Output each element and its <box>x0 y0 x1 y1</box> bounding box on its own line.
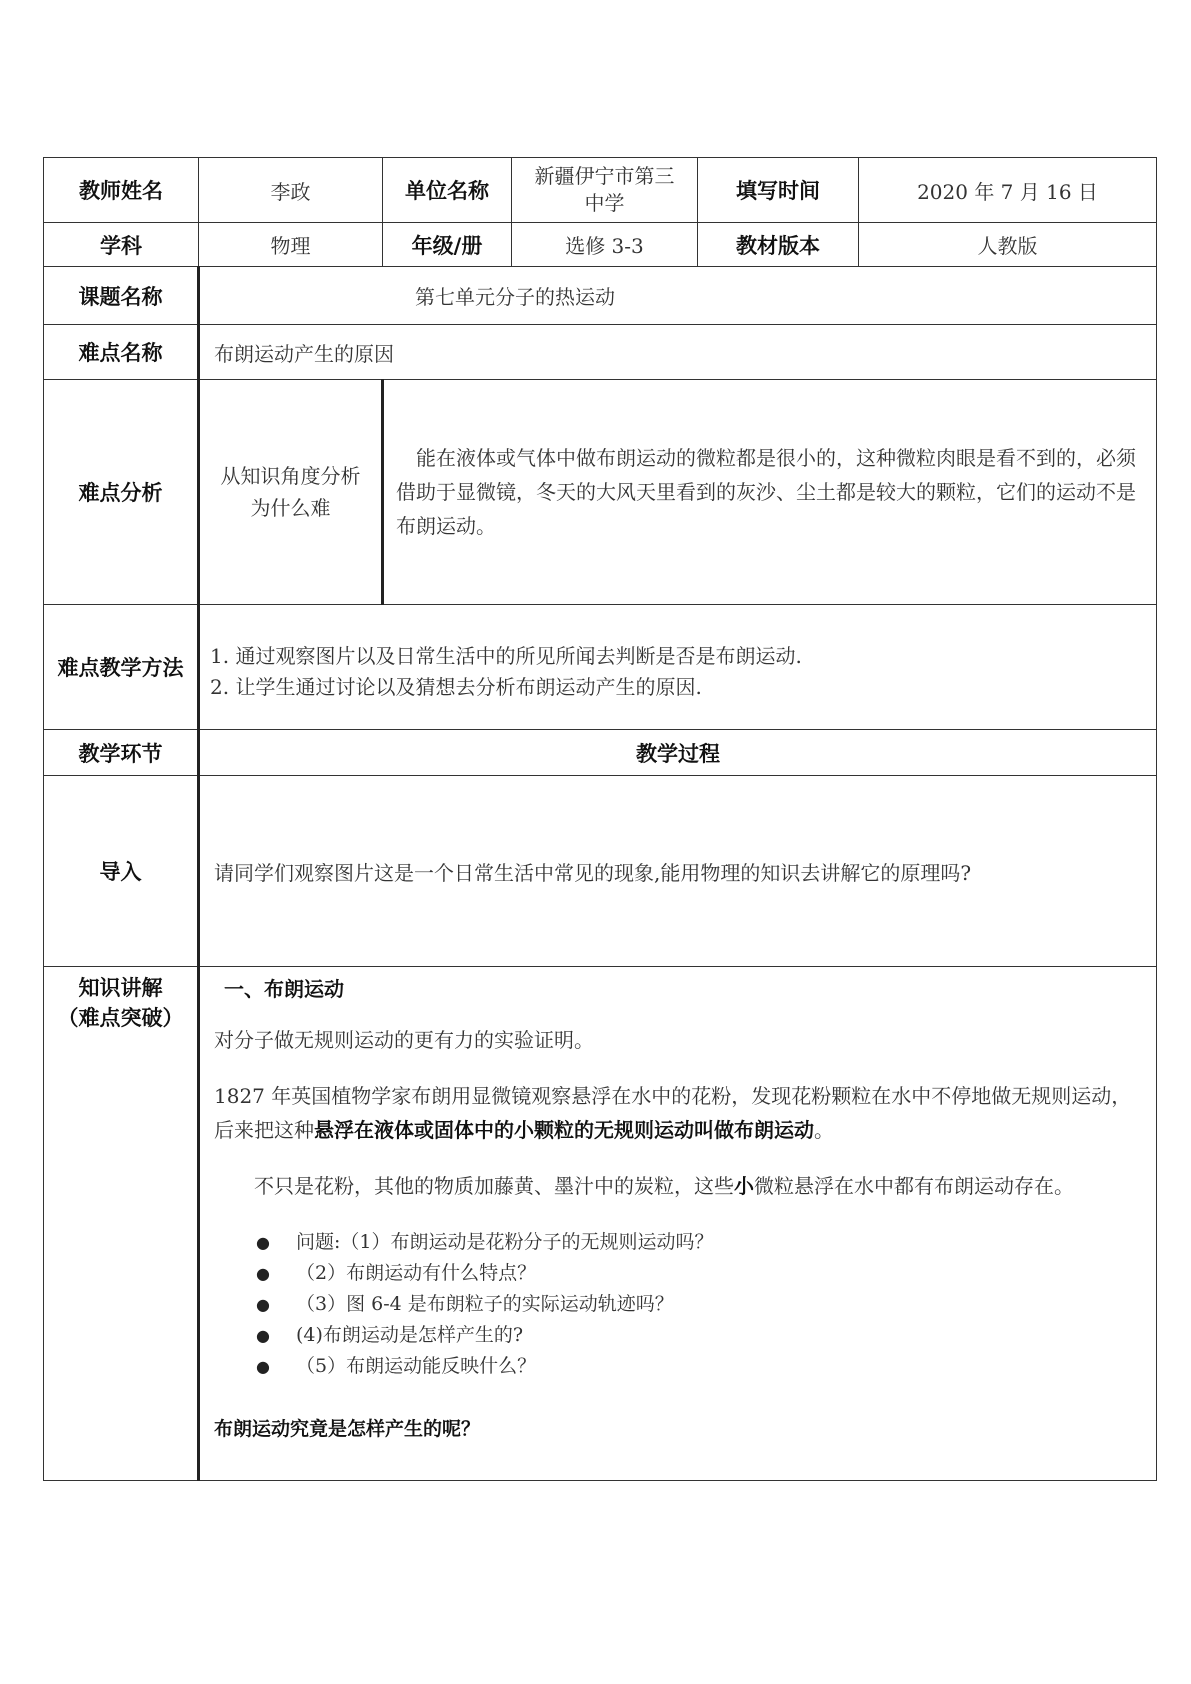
analysis-label: 难点分析 <box>44 380 199 605</box>
method-item: 2. 让学生通过讨论以及猜想去分析布朗运动产生的原因. <box>210 675 702 699</box>
list-item <box>256 1351 1138 1382</box>
date-label: 填写时间 <box>698 158 859 223</box>
method-label: 难点教学方法 <box>44 605 199 730</box>
date-value: 2020 年 7 月 16 日 <box>859 158 1157 223</box>
p3-suffix: 微粒悬浮在水中都有布朗运动存在。 <box>754 1174 1074 1198</box>
bullet-icon: ● <box>256 1233 270 1252</box>
bullet-icon: ● <box>256 1295 270 1314</box>
bullet-icon: ● <box>256 1357 270 1376</box>
question-text: （2）布朗运动有什么特点？ <box>296 1262 537 1284</box>
list-item <box>256 1320 1138 1351</box>
brownian-definition: 悬浮在液体或固体中的小颗粒的无规则运动叫做布朗运动 <box>314 1118 814 1142</box>
grade-value: 选修 3-3 <box>512 223 698 267</box>
intro-label: 导入 <box>44 776 199 967</box>
edition-value: 人教版 <box>859 223 1157 267</box>
difficulty-value: 布朗运动产生的原因 <box>199 325 1157 380</box>
knowledge-p1: 对分子做无规则运动的更有力的实验证明。 <box>214 1028 594 1052</box>
knowledge-label-line2: （难点突破） <box>57 1006 184 1030</box>
knowledge-label <box>44 967 199 1481</box>
p3-bold: 小 <box>734 1174 754 1198</box>
question-text: 问题:（1）布朗运动是花粉分子的无规则运动吗？ <box>296 1231 714 1253</box>
knowledge-p3 <box>214 1169 1138 1203</box>
list-item <box>256 1289 1138 1320</box>
edition-label: 教材版本 <box>698 223 859 267</box>
question-list <box>214 1227 1138 1382</box>
p3-text: 不只是花粉，其他的物质加藤黄、墨汁中的炭粒，这些 <box>254 1174 734 1198</box>
bullet-icon: ● <box>256 1326 270 1345</box>
grade-label: 年级/册 <box>383 223 512 267</box>
topic-label: 课题名称 <box>44 267 199 325</box>
unit-label: 单位名称 <box>383 158 512 223</box>
list-item <box>256 1258 1138 1289</box>
method-item: 1. 通过观察图片以及日常生活中的所见所闻去判断是否是布朗运动. <box>210 644 802 668</box>
analysis-text: 能在液体或气体中做布朗运动的微粒都是很小的，这种微粒肉眼是看不到的，必须借助于显微镜，冬天的大风天里看到的灰沙、尘土都是较大的颗粒，它们的运动不是布朗运动。 <box>383 380 1157 605</box>
knowledge-label-line1: 知识讲解 <box>78 976 163 1000</box>
p2-suffix: 。 <box>814 1118 834 1142</box>
knowledge-p2 <box>214 1079 1138 1147</box>
list-item <box>256 1227 1138 1258</box>
topic-value: 第七单元分子的热运动 <box>199 267 1157 325</box>
knowledge-content <box>199 967 1157 1481</box>
method-list <box>199 605 1157 730</box>
analysis-sub-label: 从知识角度分析为什么难 <box>199 380 383 605</box>
process-label: 教学环节 <box>44 730 199 776</box>
teacher-label: 教师姓名 <box>44 158 199 223</box>
question-text: (4)布朗运动是怎样产生的? <box>296 1324 524 1346</box>
bullet-icon: ● <box>256 1264 270 1283</box>
lesson-plan-table <box>43 157 1157 1481</box>
process-title: 教学过程 <box>199 730 1157 776</box>
closing-question: 布朗运动究竟是怎样产生的呢？ <box>214 1418 481 1440</box>
subject-value: 物理 <box>199 223 383 267</box>
intro-text: 请同学们观察图片这是一个日常生活中常见的现象,能用物理的知识去讲解它的原理吗? <box>199 776 1157 967</box>
knowledge-heading: 一、布朗运动 <box>224 977 344 1001</box>
question-text: （3）图 6-4 是布朗粒子的实际运动轨迹吗？ <box>296 1293 674 1315</box>
subject-label: 学科 <box>44 223 199 267</box>
difficulty-label: 难点名称 <box>44 325 199 380</box>
unit-value: 新疆伊宁市第三中学 <box>512 158 698 223</box>
teacher-value: 李政 <box>199 158 383 223</box>
question-text: （5）布朗运动能反映什么？ <box>296 1355 537 1377</box>
p2-text: 1827 年英国植物学家布朗用显微镜观察悬浮在水中的花粉，发现花粉颗粒在水中不停地做无规则运动，后来把这种 <box>214 1084 1132 1142</box>
